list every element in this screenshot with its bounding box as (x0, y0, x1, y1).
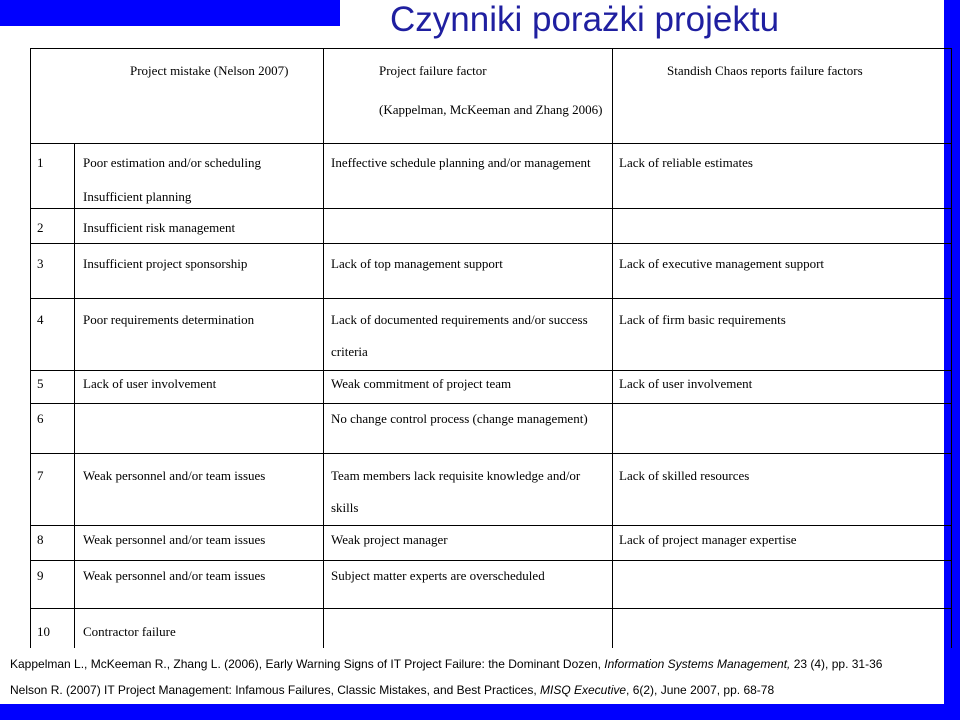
row-failure: Weak commitment of project team (331, 376, 512, 391)
header-project-failure-sub: (Kappelman, McKeeman and Zhang 2006) (379, 102, 603, 117)
row-failure: Subject matter experts are overscheduled (331, 568, 545, 583)
row-number: 2 (37, 220, 44, 235)
reference-journal: MISQ Executive (540, 683, 627, 697)
row-mistake: Weak personnel and/or team issues (83, 532, 266, 547)
row-chaos: Lack of reliable estimates (619, 155, 753, 170)
row-chaos: Lack of project manager expertise (619, 532, 797, 547)
header-project-failure: Project failure factor (379, 63, 487, 78)
header-project-mistake: Project mistake (Nelson 2007) (130, 63, 289, 78)
accent-block-top-left (0, 0, 340, 26)
row-failure-cont: criteria (331, 344, 368, 359)
row-failure-cont: skills (331, 500, 359, 515)
row-mistake: Contractor failure (83, 624, 176, 639)
failure-factors-table (30, 48, 952, 648)
row-failure: Ineffective schedule planning and/or management (331, 155, 591, 170)
row-number: 3 (37, 256, 44, 271)
reference-nelson (10, 683, 774, 697)
reference-tail: , 6(2), June 2007, pp. 68-78 (626, 683, 775, 697)
row-mistake: Weak personnel and/or team issues (83, 468, 266, 483)
row-failure: Weak project manager (331, 532, 448, 547)
row-number: 5 (37, 376, 44, 391)
row-mistake: Poor requirements determination (83, 312, 255, 327)
row-number: 8 (37, 532, 44, 547)
row-chaos: Lack of skilled resources (619, 468, 750, 483)
row-mistake: Insufficient risk management (83, 220, 236, 235)
row-number: 1 (37, 155, 44, 170)
row-mistake: Lack of user involvement (83, 376, 217, 391)
row-chaos: Lack of user involvement (619, 376, 753, 391)
row-chaos: Lack of firm basic requirements (619, 312, 786, 327)
row-failure: Team members lack requisite knowledge and/or (331, 468, 581, 483)
row-mistake: Insufficient project sponsorship (83, 256, 248, 271)
row-mistake: Weak personnel and/or team issues (83, 568, 266, 583)
row-mistake: Poor estimation and/or scheduling (83, 155, 262, 170)
reference-text: Kappelman L., McKeeman R., Zhang L. (2006), Early Warning Signs of IT Project Failure: the Dominant Dozen, (10, 657, 605, 671)
reference-journal: Information Systems Management, (604, 657, 791, 671)
row-number: 7 (37, 468, 44, 483)
row-chaos: Lack of executive management support (619, 256, 825, 271)
row-mistake-cont: Insufficient planning (83, 189, 192, 204)
row-number: 4 (37, 312, 44, 327)
row-failure: Lack of top management support (331, 256, 503, 271)
row-number: 6 (37, 411, 44, 426)
row-failure: No change control process (change management) (331, 411, 588, 426)
row-number: 10 (37, 624, 50, 639)
reference-tail: 23 (4), pp. 31-36 (790, 657, 883, 671)
header-standish-chaos: Standish Chaos reports failure factors (667, 63, 863, 78)
reference-kappelman (10, 657, 882, 671)
slide-title: Czynniki porażki projektu (390, 0, 780, 39)
accent-block-bottom (0, 704, 960, 720)
reference-text: Nelson R. (2007) IT Project Management: Infamous Failures, Classic Mistakes, and Best Practices, (10, 683, 540, 697)
row-number: 9 (37, 568, 44, 583)
row-failure: Lack of documented requirements and/or success (331, 312, 588, 327)
